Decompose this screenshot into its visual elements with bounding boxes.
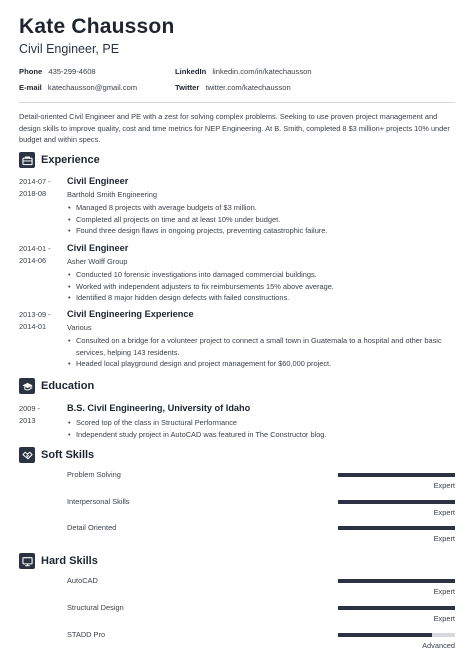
- skill-level: Expert: [433, 481, 455, 490]
- hard-skills-section-header: [19, 553, 98, 569]
- entry-role: Civil Engineer: [67, 243, 129, 253]
- entry-bullets: [67, 202, 455, 237]
- phone-value: 435-299-4608: [48, 67, 96, 76]
- skill-level: Advanced: [422, 641, 455, 650]
- linkedin-label: LinkedIn: [175, 67, 207, 76]
- skill-bar: [338, 606, 455, 610]
- entry-organization: Barthold Smith Engineering: [67, 190, 157, 199]
- skill-bar: [338, 500, 455, 504]
- divider: [19, 102, 455, 103]
- bullet-item: • Identified 8 major hidden design defects with failed constructions.: [67, 292, 455, 304]
- skill-bar-fill: [338, 500, 455, 504]
- skill-level: Expert: [433, 587, 455, 596]
- bullet-item: • Independent study project in AutoCAD was featured in The Constructor blog.: [67, 429, 455, 441]
- handshake-icon: [19, 447, 35, 463]
- skill-name: STADD Pro: [67, 630, 106, 639]
- skill-name: AutoCAD: [67, 576, 98, 585]
- skill-name: Structural Design: [67, 603, 124, 612]
- experience-section-header: [19, 152, 100, 168]
- bullet-item: • Found three design flaws in ongoing projects, preventing catastrophic failure.: [67, 225, 455, 237]
- bullet-item: • Conducted 10 forensic investigations into damaged commercial buildings.: [67, 269, 455, 281]
- education-section-header: [19, 378, 94, 394]
- entry-dates: [19, 403, 59, 427]
- resume-header: [19, 14, 174, 56]
- skill-item: [67, 497, 455, 523]
- bullet-item: • Headed local playground design and project management for $60,000 project.: [67, 358, 455, 370]
- email-label: E-mail: [19, 83, 42, 92]
- graduation-cap-icon: [19, 378, 35, 394]
- skill-name: Detail Oriented: [67, 523, 117, 532]
- skill-level: Expert: [433, 508, 455, 517]
- contact-linkedin: [175, 67, 312, 76]
- skill-bar: [338, 526, 455, 530]
- skill-bar-fill: [338, 606, 455, 610]
- section-title: Experience: [41, 154, 100, 166]
- phone-label: Phone: [19, 67, 43, 76]
- entry-bullets: [67, 269, 455, 304]
- entry-dates: [19, 243, 59, 267]
- skill-name: Interpersonal Skills: [67, 497, 130, 506]
- skill-bar: [338, 633, 455, 637]
- contact-twitter: [175, 83, 291, 92]
- skill-item: [67, 603, 455, 629]
- email-link[interactable]: katechausson@gmail.com: [47, 83, 138, 92]
- skill-bar-fill: [338, 633, 432, 637]
- candidate-title: Civil Engineer, PE: [19, 42, 120, 56]
- skill-bar-fill: [338, 579, 455, 583]
- skill-item: [67, 523, 455, 549]
- contact-email: [19, 83, 137, 92]
- entry-dates: [19, 309, 59, 333]
- skill-name: Problem Solving: [67, 470, 121, 479]
- skill-level: Expert: [433, 534, 455, 543]
- entry-degree: B.S. Civil Engineering, University of Idaho: [67, 403, 251, 413]
- monitor-icon: [19, 553, 35, 569]
- soft-skills-section-header: [19, 447, 94, 463]
- entry-role: Civil Engineering Experience: [67, 309, 194, 319]
- entry-date-range: 2009 - 2013: [19, 404, 40, 425]
- twitter-label: Twitter: [175, 83, 200, 92]
- entry-date-range: 2014-07 - 2018-08: [19, 177, 51, 198]
- skill-level: Expert: [433, 614, 455, 623]
- skill-item: [67, 470, 455, 496]
- entry-organization: Various: [67, 323, 92, 332]
- twitter-link[interactable]: twitter.com/katechausson: [205, 83, 291, 92]
- skill-bar-fill: [338, 473, 455, 477]
- briefcase-icon: [19, 152, 35, 168]
- linkedin-link[interactable]: linkedin.com/in/katechausson: [212, 67, 312, 76]
- entry-organization: Asher Wolff Group: [67, 257, 128, 266]
- skill-bar: [338, 579, 455, 583]
- bullet-item: • Scored top of the class in Structural Performance: [67, 417, 455, 429]
- contact-block: [19, 67, 459, 99]
- bullet-item: • Worked with independent adjusters to fix reimbursements 15% above average.: [67, 281, 455, 293]
- skill-bar-fill: [338, 526, 455, 530]
- entry-date-range: 2014-01 - 2014-06: [19, 244, 51, 265]
- section-title: Education: [41, 380, 95, 392]
- bullet-item: • Completed all projects on time and at least 10% under budget.: [67, 214, 455, 226]
- bullet-item: • Managed 8 projects with average budgets of $3 million.: [67, 202, 455, 214]
- entry-dates: [19, 176, 59, 200]
- profile-summary: Detail-oriented Civil Engineer and PE with a zest for solving complex problems. Seeking to use proven project management and design skills to improve quality, cost and time metrics for NEP Engineering. At B. Smith, completed 8 $3 million+ projects 10% under budget and within specs.: [19, 112, 450, 144]
- section-title: Hard Skills: [41, 555, 98, 567]
- entry-bullets: [67, 417, 455, 440]
- candidate-name: Kate Chausson: [19, 15, 175, 38]
- entry-date-range: 2013-09 - 2014-01: [19, 310, 51, 331]
- entry-role: Civil Engineer: [67, 176, 129, 186]
- skill-bar: [338, 473, 455, 477]
- skill-item: [67, 576, 455, 602]
- bullet-item: • Consulted on a bridge for a volunteer project to connect a small town in Guatemala to a hospital and other basic services, helping 143 residents.: [67, 335, 455, 358]
- entry-bullets: [67, 335, 455, 370]
- contact-phone: [19, 67, 96, 76]
- section-title: Soft Skills: [41, 449, 95, 461]
- skill-item: [67, 630, 455, 656]
